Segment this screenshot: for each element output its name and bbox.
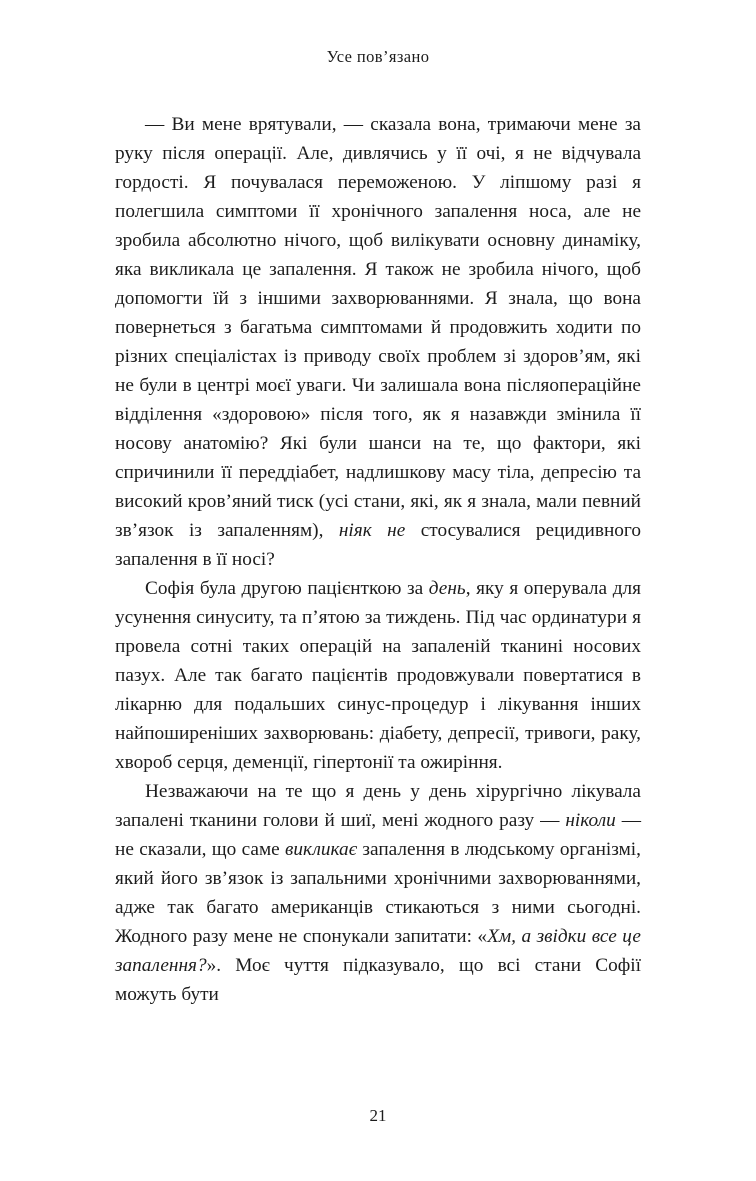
paragraph (115, 777, 641, 1009)
body-text (115, 110, 641, 1009)
running-head: Усе пов’язано (326, 47, 430, 66)
text-run: Софія була другою пацієнткою за (145, 578, 429, 599)
paragraph (115, 574, 641, 777)
text-run-italic: ніяк не (338, 520, 406, 541)
page-number: 21 (369, 1106, 387, 1125)
text-run: стосувалися рецидивного запалення в її носі? (115, 520, 641, 570)
text-run: ». Моє чуття підказувало, що всі стани Софії можуть бути (115, 955, 641, 1005)
text-run: запалення в людському організмі, який його зв’язок із запальними хронічними захворюваннями, адже так багато американців стикаються з ними сьогодні. Жодного разу мене не спонукали запитати: « (115, 839, 641, 947)
text-run: , яку я оперувала для усунення синуситу, та п’ятою за тиждень. Під час ординатури я провела сотні таких операцій на запаленій тканині носових пазух. Але так багато пацієнтів продовжували повертатися в лікарню для подальших синус-процедур і лікування інших найпоширеніших захворювань: діабету, депресії, тривоги, раку, хвороб серця, деменції, гіпертонії та ожиріння. (115, 578, 642, 773)
text-run-italic: ніколи (565, 810, 616, 831)
text-run-italic: Хм, а звідки все це запалення? (115, 926, 641, 976)
text-run: Незважаючи на те що я день у день хірургічно лікувала запалені тканини голови й шиї, мені жодного разу — (115, 781, 641, 831)
text-run: — Ви мене врятували, — сказала вона, тримаючи мене за руку після операції. Але, дивлячись у її очі, я не відчувала гордості. Я почувалася переможеною. У ліпшому разі я полегшила симптоми її хронічного запалення носа, але не зробила абсолютно нічого, щоб вилікувати основну динаміку, яка викликала це запалення. Я також не зробила нічого, щоб допомогти їй з іншими захворюваннями. Я знала, що вона повернеться з багатьма симптомами й продовжить ходити по різних спеціалістах із приводу своїх проблем зі здоров’ям, які не були в центрі моєї уваги. Чи залишала вона післяопераційне відділення «здоровою» після того, як я назавжди змінила її носову анатомію? Які були шанси на те, що фактори, які спричинили її переддіабет, надлишкову масу тіла, депресію та високий кров’яний тиск (усі стани, які, як я знала, мали певний зв’язок із запаленням), (115, 114, 641, 541)
text-run-italic: викликає (285, 839, 358, 860)
text-run-italic: день (428, 578, 466, 599)
paragraph (115, 110, 641, 574)
text-run: — не сказали, що саме (115, 810, 641, 860)
